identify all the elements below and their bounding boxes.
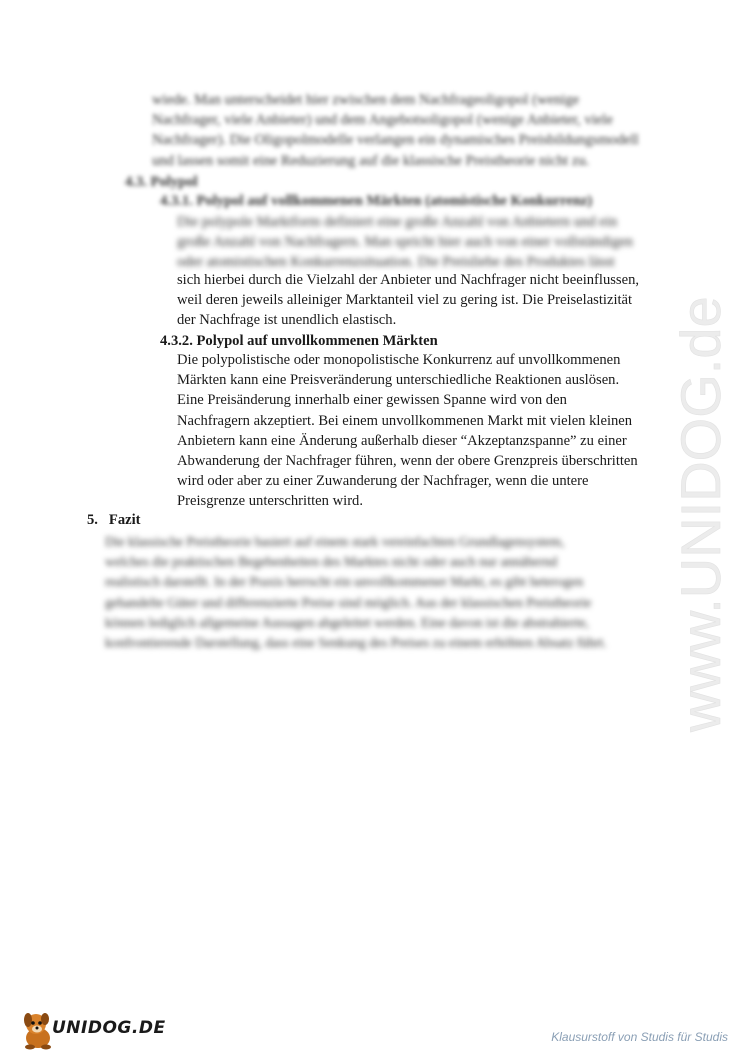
paragraph-line: oder atomistischen Konkurrenzsituation. Die Preisliebe des Produktes lässt (177, 254, 615, 271)
heading-5 (87, 510, 141, 530)
heading-title: Fazit (108, 512, 141, 528)
logo-text[interactable]: UNIDOG.DE (52, 1018, 166, 1038)
paragraph-line: Die klassische Preistheorie basiert auf einem stark vereinfachten Grundlagensystem, (105, 534, 565, 549)
heading-4-3-1 (160, 191, 630, 211)
paragraph-line: Die polypolistische oder monopolistische Konkurrenz auf unvollkommenen (177, 352, 621, 368)
paragraph-line: wiede. Man unterscheidet hier zwischen dem Nachfrageoligopol (wenige (152, 92, 580, 108)
footer-tagline: Klausurstoff von Studis für Studis (551, 1030, 728, 1044)
paragraph-line: konfrontierende Darstellung, dass eine Senkung des Preises zu einem erhöhten Absatz führt. (105, 635, 607, 651)
paragraph-line: Anbietern kann eine Änderung außerhalb dieser “Akzeptanzspanne” zu einer (177, 432, 627, 449)
watermark-text: www.UNIDOG.de (669, 296, 732, 732)
heading-title: Polypol auf unvollkommenen Märkten (196, 333, 438, 349)
paragraph-line: Märkten kann eine Preisveränderung unterschiedliche Reaktionen auslösen. (177, 372, 620, 389)
paragraph-line: wird oder aber zu einer Zuwanderung der Nachfrager, wenn die untere (177, 473, 589, 490)
top-paragraph-blurred (152, 90, 660, 171)
paragraph-line: Eine Preisänderung innerhalb einer gewissen Spanne wird von den (177, 392, 567, 409)
paragraph-line: und lassen somit eine Reduzierung auf die klassische Preistheorie nicht zu. (152, 152, 590, 169)
paragraph-line: sich hierbei durch die Vielzahl der Anbieter und Nachfrager nicht beeinflussen, (177, 272, 640, 288)
paragraph-line: Die polypole Marktform definiert eine große Anzahl von Anbietern und ein (177, 214, 618, 230)
section-4-3-1-blurred-text (177, 212, 663, 273)
paragraph-line: Abwanderung der Nachfrager führen, wenn der obere Grenzpreis überschritten (177, 453, 638, 470)
heading-number: 5. (87, 512, 98, 528)
heading-4-3 (125, 172, 198, 192)
paragraph-line: der Nachfrage ist unendlich elastisch. (177, 312, 397, 329)
paragraph-line: weil deren jeweils alleiniger Marktanteil viel zu gering ist. Die Preiselastizität (177, 292, 633, 309)
paragraph-line: realistisch darstellt. In der Praxis herrscht ein unvollkommener Markt, es gibt heterogen (105, 574, 584, 590)
paragraph-line: Nachfragern akzeptiert. Bei einem unvollkommenen Markt mit vielen kleinen (177, 412, 633, 429)
heading-number: 4.3.2. (160, 333, 193, 349)
heading-number: 4.3.1. (160, 193, 193, 209)
section-4-3-1-text (177, 270, 663, 331)
heading-title: Polypol (150, 174, 198, 190)
heading-number: 4.3. (125, 174, 147, 190)
paragraph-line: gehandelte Güter und differenzierte Preise sind möglich. Aus der klassischen Preistheorie (105, 594, 592, 610)
section-5-blurred-text (105, 532, 660, 653)
paragraph-line: Nachfrager). Die Oligopolmodelle verlangen ein dynamisches Preisbildungsmodell (152, 132, 639, 149)
section-4-3-2-text (177, 350, 663, 512)
dog-mascot-icon (20, 1010, 56, 1050)
heading-title: Polypol auf vollkommenen Märkten (atomistische Konkurrenz) (196, 193, 593, 209)
paragraph-line: können lediglich allgemeine Aussagen abgeleitet werden. Eine davon ist die abstrahierte, (105, 614, 589, 630)
paragraph-line: Nachfrager, viele Anbieter) und dem Angebotsoligopol (wenige Anbieter, viele (152, 112, 613, 129)
paragraph-line: große Anzahl von Nachfragern. Man spricht hier auch von einer vollständigen (177, 234, 633, 251)
heading-4-3-2 (160, 331, 438, 351)
paragraph-line: Preisgrenze unterschritten wird. (177, 493, 364, 510)
paragraph-line: welches die praktischen Begebenheiten des Marktes nicht oder auch nur annähernd (105, 554, 558, 570)
